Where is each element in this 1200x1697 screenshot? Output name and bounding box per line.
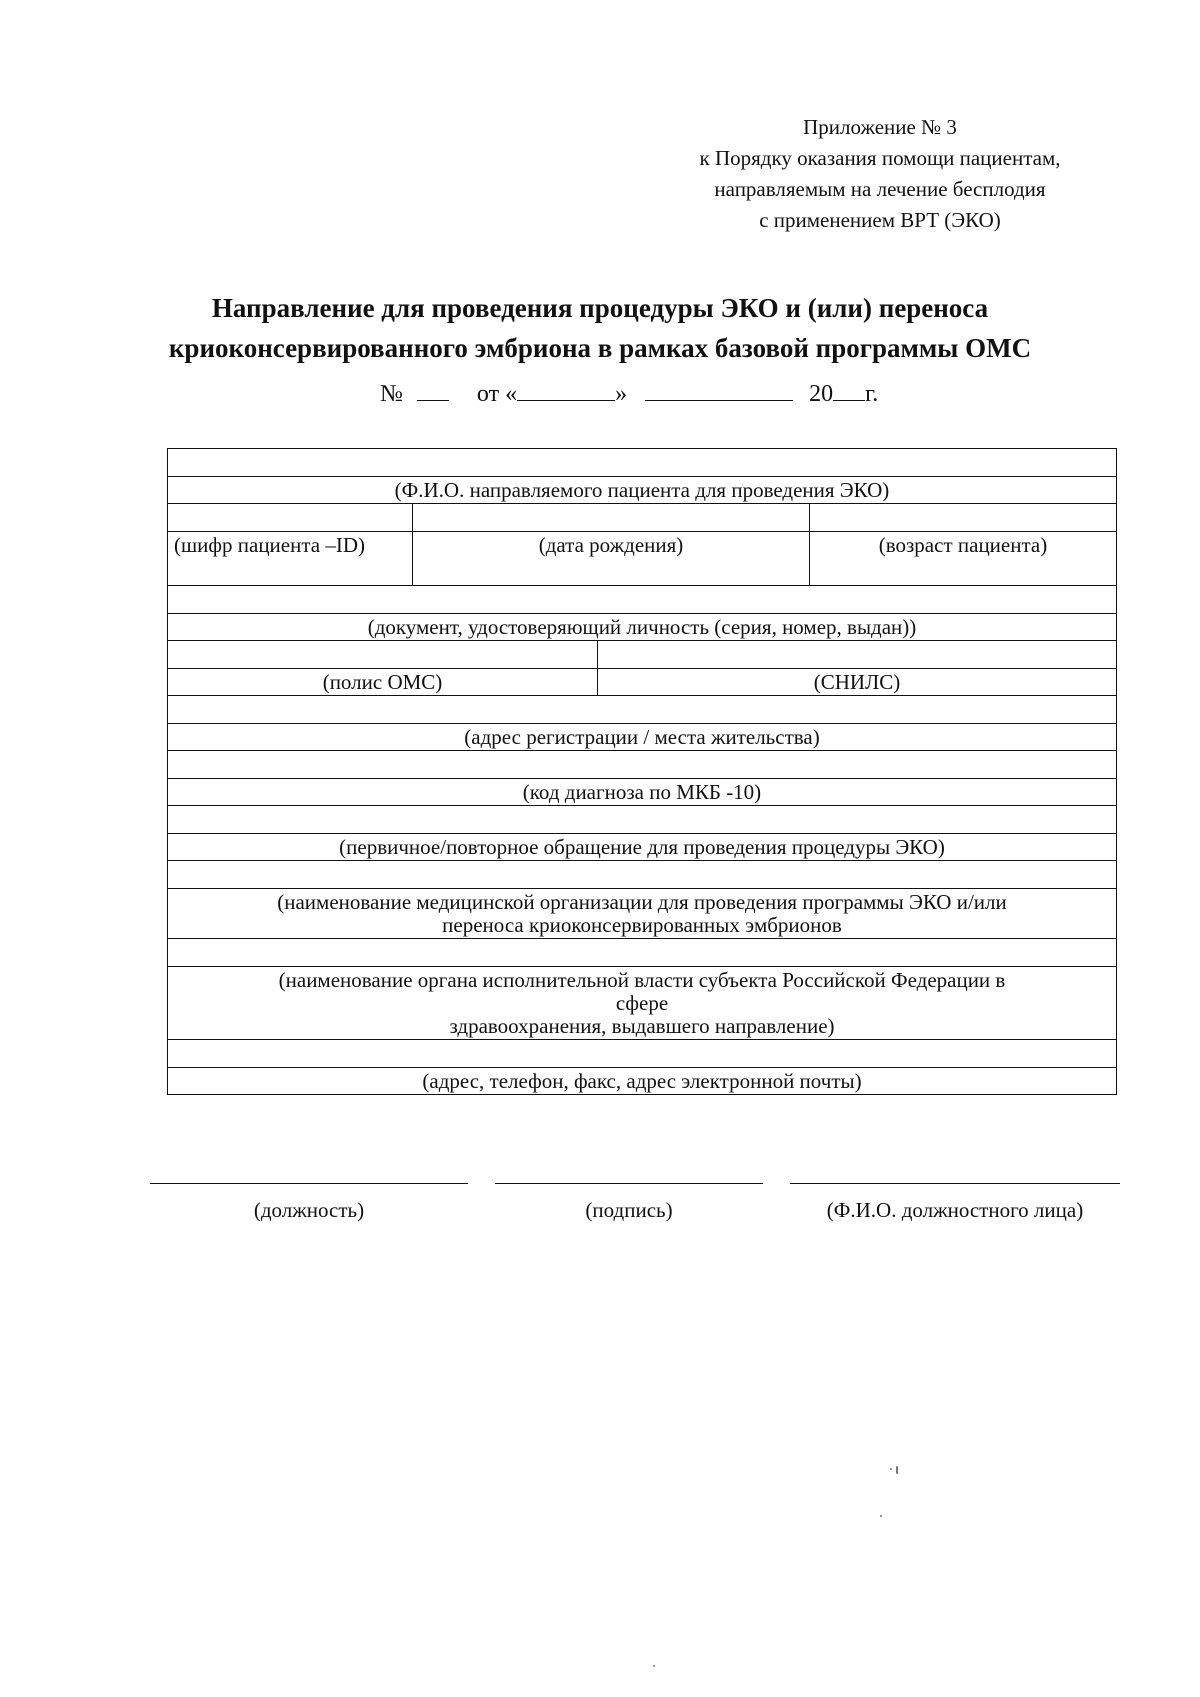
signature-field[interactable] (495, 1183, 763, 1223)
referral-form-table (167, 448, 1117, 1095)
snils-input[interactable] (598, 641, 1116, 668)
patient-details-caption-row (168, 532, 1116, 586)
signature-caption: (подпись) (585, 1198, 673, 1222)
patient-age-input[interactable] (810, 504, 1116, 531)
patient-age-caption: (возраст пациента) (878, 533, 1048, 557)
authority-line: здравоохранения, выдавшего направление) (449, 1014, 835, 1038)
medical-org-input-row[interactable] (168, 861, 1116, 889)
appendix-line: к Порядку оказания помощи пациентам, (699, 146, 1061, 170)
scan-speck (896, 1466, 898, 1474)
patient-id-input[interactable] (168, 504, 413, 531)
official-name-caption: (Ф.И.О. должностного лица) (826, 1198, 1084, 1222)
birth-date-input[interactable] (413, 504, 810, 531)
title-line: Направление для проведения процедуры ЭКО и (или) переноса (211, 293, 989, 323)
patient-name-input-row[interactable] (168, 449, 1116, 477)
authority-caption (168, 967, 1116, 1040)
identity-document-caption: (документ, удостоверяющий личность (серия, номер, выдан)) (168, 614, 1116, 641)
signature-block (150, 1183, 1130, 1243)
year-blank[interactable] (833, 378, 865, 401)
title-line: криоконсервированного эмбриона в рамках базовой программы ОМС (168, 333, 1032, 363)
contacts-input-row[interactable] (168, 1040, 1116, 1068)
appendix-line: с применением ВРТ (ЭКО) (759, 208, 1001, 232)
identity-document-input-row[interactable] (168, 586, 1116, 614)
date-from-label: от « (476, 381, 518, 407)
document-title (60, 288, 1140, 368)
contacts-caption: (адрес, телефон, факс, адрес электронной почты) (422, 1069, 862, 1093)
birth-date-caption: (дата рождения) (413, 532, 810, 585)
address-input-row[interactable] (168, 696, 1116, 724)
month-blank[interactable] (645, 378, 793, 401)
patient-id-caption: (шифр пациента –ID) (168, 532, 413, 585)
scan-speck (890, 1468, 892, 1470)
number-label: № (380, 381, 403, 407)
oms-policy-caption: (полис ОМС) (168, 669, 598, 695)
authority-line: (наименование органа исполнительной власти субъекта Российской Федерации в (278, 968, 1006, 992)
official-name-field[interactable] (790, 1183, 1120, 1223)
policy-snils-input-row (168, 641, 1116, 669)
visit-type-caption: (первичное/повторное обращение для проведения процедуры ЭКО) (168, 834, 1116, 861)
year-prefix: 20 (809, 381, 834, 407)
date-quote-close: » (615, 381, 628, 407)
position-signature-field[interactable] (150, 1183, 468, 1223)
appendix-header (640, 112, 1120, 236)
snils-caption: (СНИЛС) (813, 670, 901, 694)
day-blank[interactable] (517, 378, 615, 401)
scan-speck (653, 1665, 655, 1667)
patient-details-input-row (168, 504, 1116, 532)
position-caption: (должность) (253, 1198, 365, 1222)
diagnosis-code-caption: (код диагноза по МКБ -10) (168, 779, 1116, 806)
number-blank[interactable] (417, 378, 449, 401)
policy-snils-caption-row (168, 669, 1116, 696)
scan-speck (880, 1515, 882, 1517)
authority-line: сфере (615, 991, 669, 1015)
medical-org-caption (168, 889, 1116, 939)
medical-org-line: (наименование медицинской организации для проведения программы ЭКО и/или (277, 890, 1007, 914)
appendix-line: Приложение № 3 (803, 115, 957, 139)
referral-number-line (380, 378, 940, 409)
visit-type-input-row[interactable] (168, 806, 1116, 834)
patient-name-caption: (Ф.И.О. направляемого пациента для проведения ЭКО) (168, 477, 1116, 504)
authority-input-row[interactable] (168, 939, 1116, 967)
medical-org-line: переноса криоконсервированных эмбрионов (442, 913, 842, 937)
diagnosis-input-row[interactable] (168, 751, 1116, 779)
year-suffix: г. (865, 381, 879, 407)
address-caption: (адрес регистрации / места жительства) (168, 724, 1116, 751)
oms-policy-input[interactable] (168, 641, 598, 668)
appendix-line: направляемым на лечение бесплодия (714, 177, 1046, 201)
